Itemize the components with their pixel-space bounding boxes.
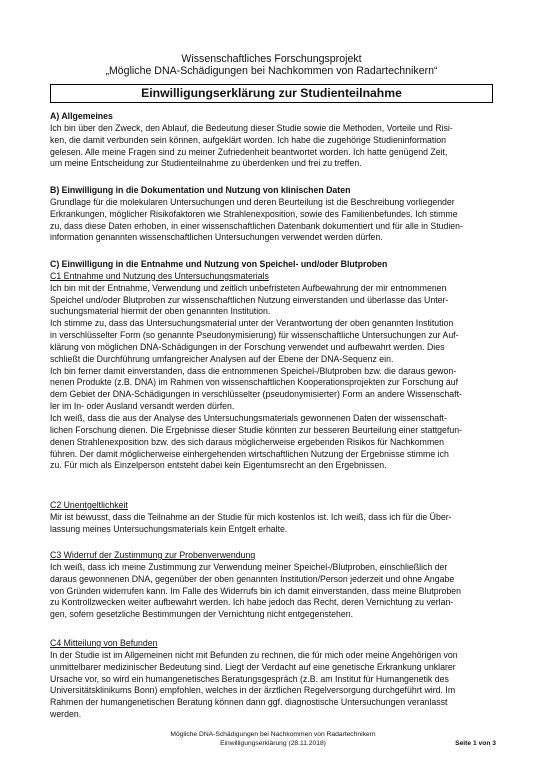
section-b bbox=[50, 185, 496, 244]
footer-line1: Mögliche DNA-Schädigungen bei Nachkommen von Radartechnikern bbox=[170, 731, 376, 738]
section-b-heading: B) Einwilligung in die Dokumentation und Nutzung von klinischen Daten bbox=[50, 185, 351, 195]
section-c3-title: C3 Widerruf der Zustimmung zur Probenverwendung bbox=[50, 550, 256, 560]
section-c4-line: Ursache vor, so wird ein humangenetisches Beratungsgespräch (z.B. am Institut für Humangenetik des bbox=[50, 673, 449, 684]
page-number: Seite 1 von 3 bbox=[455, 739, 496, 747]
section-a-line: Ich bin über den Zweck, den Ablauf, die Bedeutung dieser Studie sowie die Methoden, Vorteile und Risi- bbox=[50, 122, 453, 133]
section-c2 bbox=[50, 500, 496, 536]
project-header bbox=[50, 53, 493, 77]
section-b-line: zu, dass diese Daten erhoben, in einer wissenschaftlichen Datenbank dokumentiert und für alle in Studien- bbox=[50, 220, 463, 231]
section-c1-line: Ich stimme zu, dass das Untersuchungsmaterial unter der Verantwortung der oben genannten Institution bbox=[50, 318, 454, 329]
section-c1-line: nenen Produkte (z.B. DNA) im Rahmen von wissenschaftlichen Kooperationsprojekten zur Forschung auf bbox=[50, 377, 459, 388]
section-c2-title: C2 Unentgeltlichkeit bbox=[50, 500, 128, 510]
section-c-heading: C) Einwilligung in die Entnahme und Nutzung von Speichel- und/oder Blutproben bbox=[50, 259, 388, 269]
section-c1-line: ler im In- oder Ausland versandt werden dürfen. bbox=[50, 401, 235, 412]
section-c4-line: werden. bbox=[50, 709, 82, 720]
section-c1-title: C1 Entnahme und Nutzung des Untersuchungsmaterials bbox=[50, 270, 269, 281]
section-c4-title: C4 Mitteilung von Befunden bbox=[50, 638, 158, 648]
page-footer bbox=[50, 731, 496, 748]
section-c2-line: lassung meines Untersuchungsmaterials kein Entgelt erhalte. bbox=[50, 523, 288, 534]
section-a-line: um meine Entscheidung zur Studienteilnahme zu überdenken und frei zu treffen. bbox=[50, 158, 362, 169]
section-c4-line: Universitätsklinikums Bonn) empfohlen, welches in der ärztlichen Regelversorgung durchgeführt wird. Im bbox=[50, 685, 456, 696]
section-c1-line: suchungsmaterial hiermit der oben genannten Institution. bbox=[50, 306, 271, 317]
section-c1-line: in verschlüsselter Form (so genannte Pseudonymisierung) für wissenschaftliche Untersuchungen zur Auf- bbox=[50, 330, 459, 341]
section-c2-line: Mir ist bewusst, dass die Teilnahme an der Studie für mich kostenlos ist. Ich weiß, dass ich für die Über- bbox=[50, 511, 452, 522]
section-c1-line: dem Gebiet der DNA-Schädigungen in verschlüsselter (pseudonymisierter) Form an andere Wissenschaft- bbox=[50, 389, 462, 400]
section-c1-line: denen Strahlenexposition bzw. des sich daraus möglicherweise ergebenden Risikos für Nachkommen bbox=[50, 436, 444, 447]
section-c1-line: zu. Für mich als Einzelperson entsteht dabei kein Eigentumsrecht an den Ergebnissen. bbox=[50, 460, 387, 471]
footer-line2: Einwilligungserklärung (28.11.2018) bbox=[220, 739, 326, 747]
section-c bbox=[50, 259, 496, 472]
section-c3-line: daraus gewonnenen DNA, gegenüber der oben genannten Institution/Person jederzeit und ohne Angabe bbox=[50, 573, 455, 584]
section-a-line: ken, die damit verbunden sein können, aufgeklärt worden. Ich habe die zugehörige Studieninformation bbox=[50, 134, 446, 145]
section-c4-line: Rahmen der humangenetischen Beratung können dann ggf. diagnostische Untersuchungen veranlasst bbox=[50, 697, 448, 708]
section-c1-line: Ich bin mit der Entnahme, Verwendung und zeitlich unbefristeten Aufbewahrung der mir entnommenen bbox=[50, 282, 447, 293]
section-c3-line: zu Kontrollzwecken weiter aufbewahrt werden. Ich habe jedoch das Recht, deren Vernichtung zu verlan- bbox=[50, 597, 454, 608]
section-a-line: gelesen. Alle meine Fragen sind zu meiner Zufriedenheit beantwortet worden. Ich hatte genügend Zeit, bbox=[50, 146, 448, 157]
section-b-line: Erkrankungen, möglicher Risikofaktoren wie Strahlenexposition, sowie des Familienbefundes. Ich stimme bbox=[50, 208, 458, 219]
section-c3-line: von Gründen widerrufen kann. Im Falle des Widerrufs bin ich damit einverstanden, dass meine Blutproben bbox=[50, 585, 461, 596]
section-c4-line: In der Studie ist im Allgemeinen nicht mit Befunden zu rechnen, die für mich oder meine Angehörigen von bbox=[50, 649, 458, 660]
section-c1-line: lichen Forschung dienen. Die Ergebnisse dieser Studie könnten zur besseren Beurteilung einer stattgefun- bbox=[50, 424, 462, 435]
section-c1-line: Ich weiß, dass die aus der Analyse des Untersuchungsmaterials gewonnenen Daten der wissenschaft- bbox=[50, 412, 447, 423]
section-c1-line: Speichel und/oder Blutproben zur wissenschaftlichen Nutzung einverstanden und überlasse das Unter- bbox=[50, 294, 449, 305]
section-a-heading: A) Allgemeines bbox=[50, 111, 113, 121]
section-a bbox=[50, 111, 496, 170]
section-c1-line: schließt die Durchführung umfangreicher Analysen auf der Ebene der DNA-Sequenz ein. bbox=[50, 353, 394, 364]
section-c1-line: führen. Der damit möglicherweise einhergehenden wirtschaftlichen Nutzung der Ergebnisse stimme ich bbox=[50, 448, 449, 459]
project-header-line1: Wissenschaftliches Forschungsprojekt bbox=[181, 53, 362, 65]
section-c4-line: unmittelbarer medizinischer Bedeutung sind. Liegt der Verdacht auf eine genetische Erkrankung unklarer bbox=[50, 661, 456, 672]
section-c3 bbox=[50, 550, 496, 621]
document-title: Einwilligungserklärung zur Studienteilnahme bbox=[50, 84, 493, 103]
project-header-line2: „Mögliche DNA-Schädigungen bei Nachkommen von Radartechnikern“ bbox=[105, 65, 438, 77]
section-c3-line: Ich weiß, dass ich meine Zustimmung zur Verwendung meiner Speichel-/Blutproben, einschließlich der bbox=[50, 561, 448, 572]
section-c1-line: klärung von möglichen DNA-Schädigungen in der Forschung verwendet und aufbewahrt werden. Dies bbox=[50, 341, 445, 352]
section-b-line: information genannten wissenschaftlichen Untersuchungen verwendet werden dürfen. bbox=[50, 232, 383, 243]
section-b-line: Grundlage für die molekularen Untersuchungen und deren Beurteilung ist die Beschreibung vorliegender bbox=[50, 196, 455, 207]
section-c4 bbox=[50, 638, 496, 721]
section-c3-line: gen, sofern gesetzliche Bestimmungen der Vernichtung nicht entgegenstehen. bbox=[50, 609, 354, 620]
section-c1-line: Ich bin ferner damit einverstanden, dass die entnommenen Speichel-/Blutproben bzw. die daraus gewon- bbox=[50, 365, 457, 376]
